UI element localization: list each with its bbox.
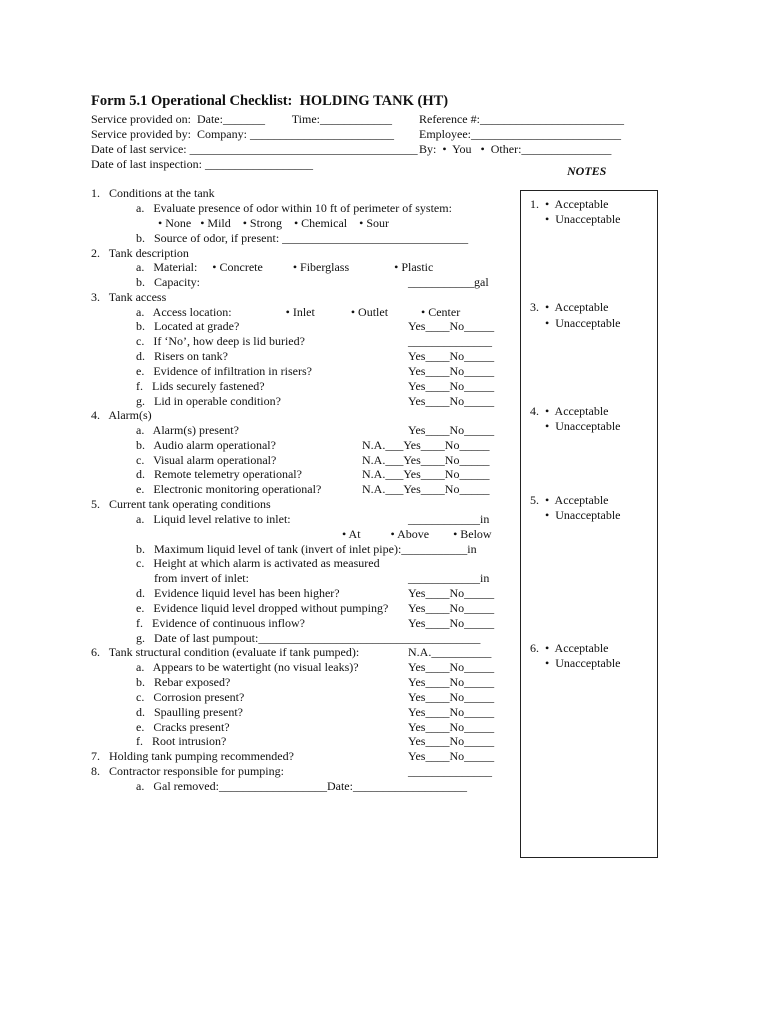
item-6a: a. Appears to be watertight (no visual leaks)? [136,660,359,674]
item-3b: b. Located at grade? [136,319,240,333]
notes-item-3-unacceptable[interactable]: • Unacceptable [545,316,621,330]
section-4-heading: 4. Alarm(s) [91,408,152,422]
section-5-heading: 5. Current tank operating conditions [91,497,271,511]
service-date-field[interactable]: Service provided on: Date:_______ Time:____________ [91,112,392,126]
yes-no-5f[interactable]: Yes____No_____ [408,616,495,630]
notes-item-5-number: 5. [530,493,539,507]
yes-no-3e[interactable]: Yes____No_____ [408,364,495,378]
notes-item-4-unacceptable[interactable]: • Unacceptable [545,419,621,433]
liquid-level-field[interactable]: ____________in [408,512,490,526]
notes-item-4-number: 4. [530,404,539,418]
liquid-level-options[interactable]: • At • Above • Below [342,527,492,541]
depth-field-3c[interactable]: ______________ [408,334,492,348]
last-inspection-field[interactable]: Date of last inspection: __________________ [91,157,313,171]
notes-item-3-number: 3. [530,300,539,314]
section-7-heading: 7. Holding tank pumping recommended? [91,749,294,763]
item-5d: d. Evidence liquid level has been higher? [136,586,340,600]
section-1-heading: 1. Conditions at the tank [91,186,215,200]
material-options[interactable]: a. Material: • Concrete • Fiberglass • Plastic [136,260,434,274]
item-6e: e. Cracks present? [136,720,230,734]
form-title: Form 5.1 Operational Checklist: HOLDING TANK (HT) [91,93,449,109]
na-yes-no-4c[interactable]: N.A.___Yes____No_____ [362,453,490,467]
yes-no-6a[interactable]: Yes____No_____ [408,660,495,674]
yes-no-6e[interactable]: Yes____No_____ [408,720,495,734]
notes-item-6-number: 6. [530,641,539,655]
item-4e: e. Electronic monitoring operational? [136,482,322,496]
item-5g[interactable]: g. Date of last pumpout:_____________________________________ [136,631,481,645]
yes-no-3b[interactable]: Yes____No_____ [408,319,495,333]
item-5c: c. Height at which alarm is activated as measured [136,556,380,570]
odor-options[interactable]: • None • Mild • Strong • Chemical • Sour [158,216,389,230]
item-5b[interactable]: b. Maximum liquid level of tank (invert of inlet pipe):___________in [136,542,477,556]
yes-no-4a[interactable]: Yes____No_____ [408,423,495,437]
item-2b: b. Capacity: [136,275,200,289]
notes-item-6-acceptable[interactable]: • Acceptable [545,641,609,655]
yes-no-7[interactable]: Yes____No_____ [408,749,495,763]
na-yes-no-4b[interactable]: N.A.___Yes____No_____ [362,438,490,452]
notes-item-6-unacceptable[interactable]: • Unacceptable [545,656,621,670]
item-6f: f. Root intrusion? [136,734,227,748]
access-location-options[interactable]: a. Access location: • Inlet • Outlet • Center [136,305,461,319]
notes-box[interactable] [520,190,658,858]
notes-heading: NOTES [567,164,607,178]
item-6c: c. Corrosion present? [136,690,245,704]
item-1b[interactable]: b. Source of odor, if present: _______________________________ [136,231,469,245]
item-4d: d. Remote telemetry operational? [136,467,302,481]
section-3-heading: 3. Tank access [91,290,167,304]
yes-no-6f[interactable]: Yes____No_____ [408,734,495,748]
yes-no-3f[interactable]: Yes____No_____ [408,379,495,393]
yes-no-3g[interactable]: Yes____No_____ [408,394,495,408]
item-3d: d. Risers on tank? [136,349,228,363]
notes-item-1-number: 1. [530,197,539,211]
capacity-field[interactable]: ___________gal [408,275,489,289]
service-company-field[interactable]: Service provided by: Company: ________________________ [91,127,394,141]
notes-item-1-unacceptable[interactable]: • Unacceptable [545,212,621,226]
section-6-heading: 6. Tank structural condition (evaluate if tank pumped): [91,645,360,659]
item-5a: a. Liquid level relative to inlet: [136,512,291,526]
contractor-field[interactable]: ______________ [408,764,492,778]
item-3c: c. If ‘No’, how deep is lid buried? [136,334,305,348]
yes-no-5d[interactable]: Yes____No_____ [408,586,495,600]
item-3e: e. Evidence of infiltration in risers? [136,364,312,378]
item-5f: f. Evidence of continuous inflow? [136,616,305,630]
yes-no-6d[interactable]: Yes____No_____ [408,705,495,719]
notes-item-3-acceptable[interactable]: • Acceptable [545,300,609,314]
na-yes-no-4e[interactable]: N.A.___Yes____No_____ [362,482,490,496]
last-service-field[interactable]: Date of last service: ______________________________________ [91,142,418,156]
yes-no-6b[interactable]: Yes____No_____ [408,675,495,689]
item-4a: a. Alarm(s) present? [136,423,239,437]
yes-no-3d[interactable]: Yes____No_____ [408,349,495,363]
item-4b: b. Audio alarm operational? [136,438,276,452]
alarm-height-field[interactable]: ____________in [408,571,490,585]
item-3f: f. Lids securely fastened? [136,379,265,393]
yes-no-5e[interactable]: Yes____No_____ [408,601,495,615]
notes-item-5-unacceptable[interactable]: • Unacceptable [545,508,621,522]
na-field-6[interactable]: N.A.__________ [408,645,492,659]
item-4c: c. Visual alarm operational? [136,453,277,467]
item-6d: d. Spaulling present? [136,705,243,719]
item-1a: a. Evaluate presence of odor within 10 ft of perimeter of system: [136,201,452,215]
item-8a[interactable]: a. Gal removed:__________________Date:___________________ [136,779,467,793]
notes-item-5-acceptable[interactable]: • Acceptable [545,493,609,507]
item-6b: b. Rebar exposed? [136,675,231,689]
notes-item-1-acceptable[interactable]: • Acceptable [545,197,609,211]
employee-field[interactable]: Employee:_________________________ [419,127,621,141]
by-field[interactable]: By: • You • Other:_______________ [419,142,612,156]
notes-item-4-acceptable[interactable]: • Acceptable [545,404,609,418]
section-8-heading: 8. Contractor responsible for pumping: [91,764,284,778]
item-5e: e. Evidence liquid level dropped without pumping? [136,601,389,615]
item-5c-cont: from invert of inlet: [136,571,249,585]
section-2-heading: 2. Tank description [91,246,189,260]
na-yes-no-4d[interactable]: N.A.___Yes____No_____ [362,467,490,481]
item-3g: g. Lid in operable condition? [136,394,281,408]
reference-field[interactable]: Reference #:________________________ [419,112,624,126]
yes-no-6c[interactable]: Yes____No_____ [408,690,495,704]
